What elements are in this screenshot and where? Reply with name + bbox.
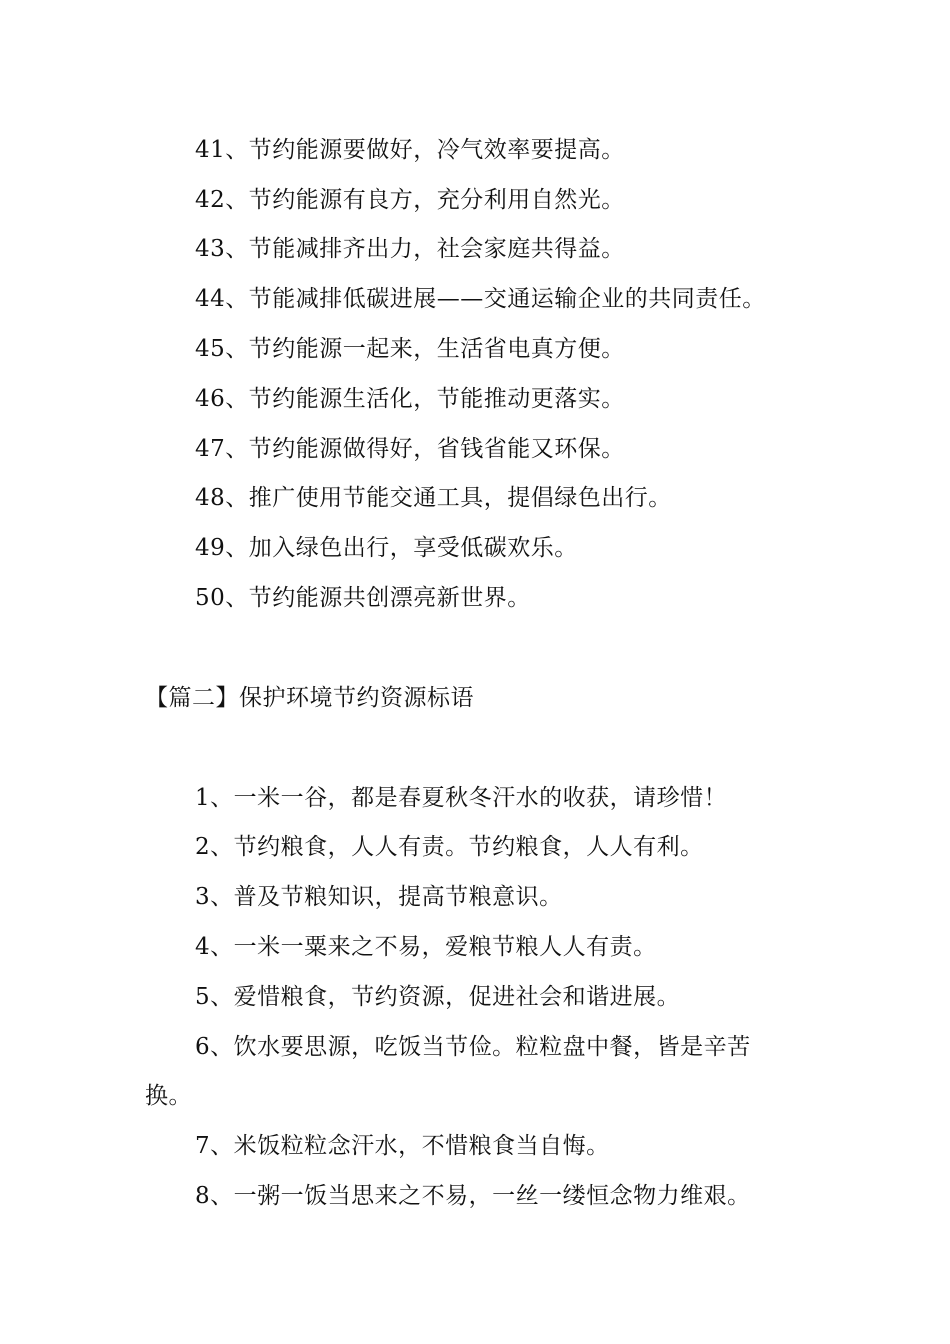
slogan-7: 7、米饭粒粒念汗水，不惜粮食当自悔。	[195, 1133, 610, 1159]
slogan-47: 47、节约能源做得好，省钱省能又环保。	[195, 436, 625, 462]
slogan-4: 4、一米一粟来之不易，爱粮节粮人人有责。	[195, 934, 657, 960]
slogan-45: 45、节约能源一起来，生活省电真方便。	[195, 336, 625, 362]
slogan-41: 41、节约能源要做好，冷气效率要提高。	[195, 137, 625, 163]
slogan-48: 48、推广使用节能交通工具，提倡绿色出行。	[195, 485, 672, 511]
slogan-8: 8、一粥一饭当思来之不易，一丝一缕恒念物力维艰。	[195, 1183, 751, 1209]
slogan-6-continued: 换。	[145, 1083, 192, 1109]
slogan-46: 46、节约能源生活化，节能推动更落实。	[195, 386, 625, 412]
slogan-1: 1、一米一谷，都是春夏秋冬汗水的收获，请珍惜！	[195, 785, 728, 811]
slogan-42: 42、节约能源有良方，充分利用自然光。	[195, 187, 625, 213]
section-heading: 【篇二】保护环境节约资源标语	[145, 685, 474, 711]
slogan-6: 6、饮水要思源，吃饭当节俭。粒粒盘中餐，皆是辛苦	[195, 1034, 751, 1060]
slogan-49: 49、加入绿色出行，享受低碳欢乐。	[195, 535, 578, 561]
slogan-3: 3、普及节粮知识，提高节粮意识。	[195, 884, 563, 910]
slogan-5: 5、爱惜粮食，节约资源，促进社会和谐进展。	[195, 984, 681, 1010]
slogan-43: 43、节能减排齐出力，社会家庭共得益。	[195, 236, 625, 262]
slogan-44: 44、节能减排低碳进展——交通运输企业的共同责任。	[195, 286, 766, 312]
slogan-2: 2、节约粮食，人人有责。节约粮食，人人有利。	[195, 834, 704, 860]
slogan-50: 50、节约能源共创漂亮新世界。	[195, 585, 531, 611]
